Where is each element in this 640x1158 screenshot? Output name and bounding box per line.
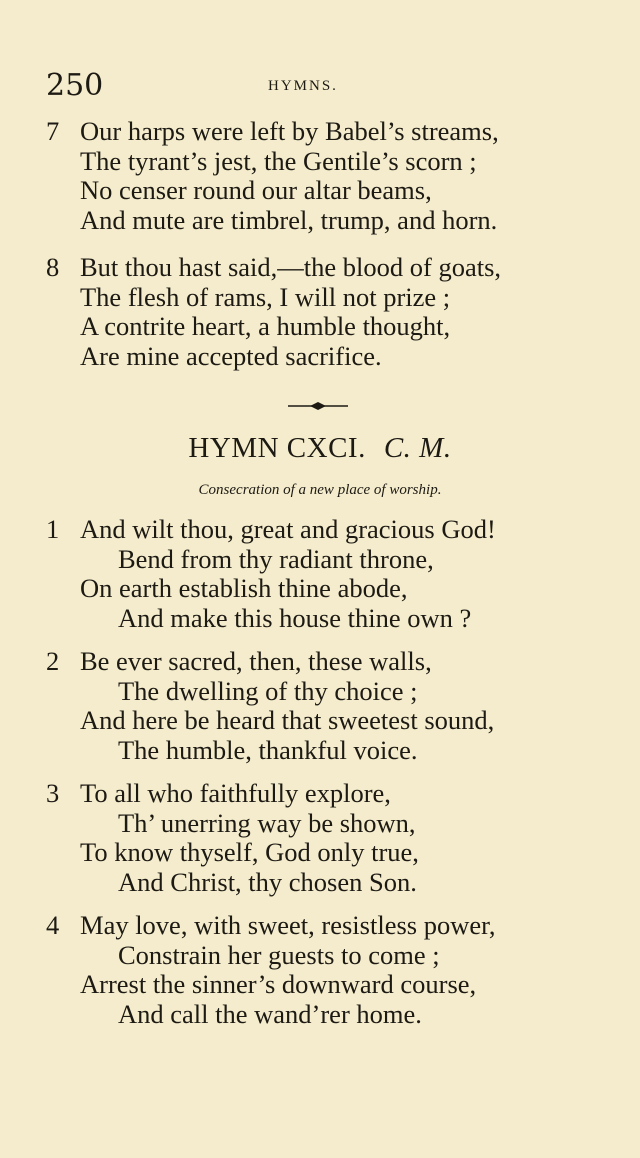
stanza-line: 7 Our harps were left by Babel’s streams, — [46, 116, 499, 146]
stanza-1 — [46, 515, 606, 633]
stanza-4 — [46, 911, 606, 1029]
page-header — [46, 68, 566, 108]
stanza-number: 8 — [46, 252, 60, 282]
stanza-line: Bend from thy radiant throne, — [118, 543, 434, 574]
stanza-line: And make this house thine own ? — [118, 602, 472, 633]
stanza-8 — [46, 253, 606, 371]
hymn-title — [0, 432, 640, 465]
stanza-line: And mute are timbrel, trump, and horn. — [80, 204, 498, 235]
stanza-line: The dwelling of thy choice ; — [118, 675, 418, 706]
hymn-number: HYMN CXCI. — [188, 432, 366, 464]
stanza-line: Th’ unerring way be shown, — [118, 807, 416, 838]
stanza-line: Arrest the sinner’s downward course, — [80, 969, 477, 999]
stanza-line: On earth establish thine abode, — [80, 573, 408, 603]
stanza-line: And here be heard that sweetest sound, — [80, 705, 495, 735]
stanza-line: The flesh of rams, I will not prize ; — [80, 281, 451, 312]
stanza-line: A contrite heart, a humble thought, — [80, 311, 451, 341]
stanza-line: 3 To all who faithfully explore, — [46, 778, 391, 808]
stanza-line: 2 Be ever sacred, then, these walls, — [46, 646, 432, 676]
stanza-line: Are mine accepted sacrifice. — [80, 340, 382, 371]
hymn-subtitle: Consecration of a new place of worship. — [198, 482, 442, 498]
stanza-line: The tyrant’s jest, the Gentile’s scorn ; — [80, 145, 477, 176]
stanza-3 — [46, 779, 606, 897]
hymn-meter: C. M. — [383, 432, 452, 464]
stanza-line: 1 And wilt thou, great and gracious God! — [46, 514, 496, 544]
stanza-line: 8 But thou hast said,—the blood of goats, — [46, 252, 502, 282]
stanza-7 — [46, 117, 606, 235]
stanza-line: No censer round our altar beams, — [80, 175, 432, 205]
page-number: 250 — [46, 68, 104, 103]
stanza-2 — [46, 647, 606, 765]
stanza-number: 4 — [46, 910, 60, 940]
stanza-line: 4 May love, with sweet, resistless power, — [46, 910, 496, 940]
stanza-line: The humble, thankful voice. — [118, 734, 418, 765]
stanza-number: 1 — [46, 514, 60, 544]
stanza-number: 3 — [46, 778, 60, 808]
stanza-line: And Christ, thy chosen Son. — [118, 866, 417, 897]
stanza-number: 2 — [46, 646, 60, 676]
stanza-line: And call the wand’rer home. — [118, 998, 422, 1029]
stanza-number: 7 — [46, 116, 60, 146]
stanza-line: Constrain her guests to come ; — [118, 939, 440, 970]
running-title: HYMNS. — [268, 78, 338, 94]
ornament-divider — [288, 400, 348, 412]
stanza-line: To know thyself, God only true, — [80, 837, 419, 867]
